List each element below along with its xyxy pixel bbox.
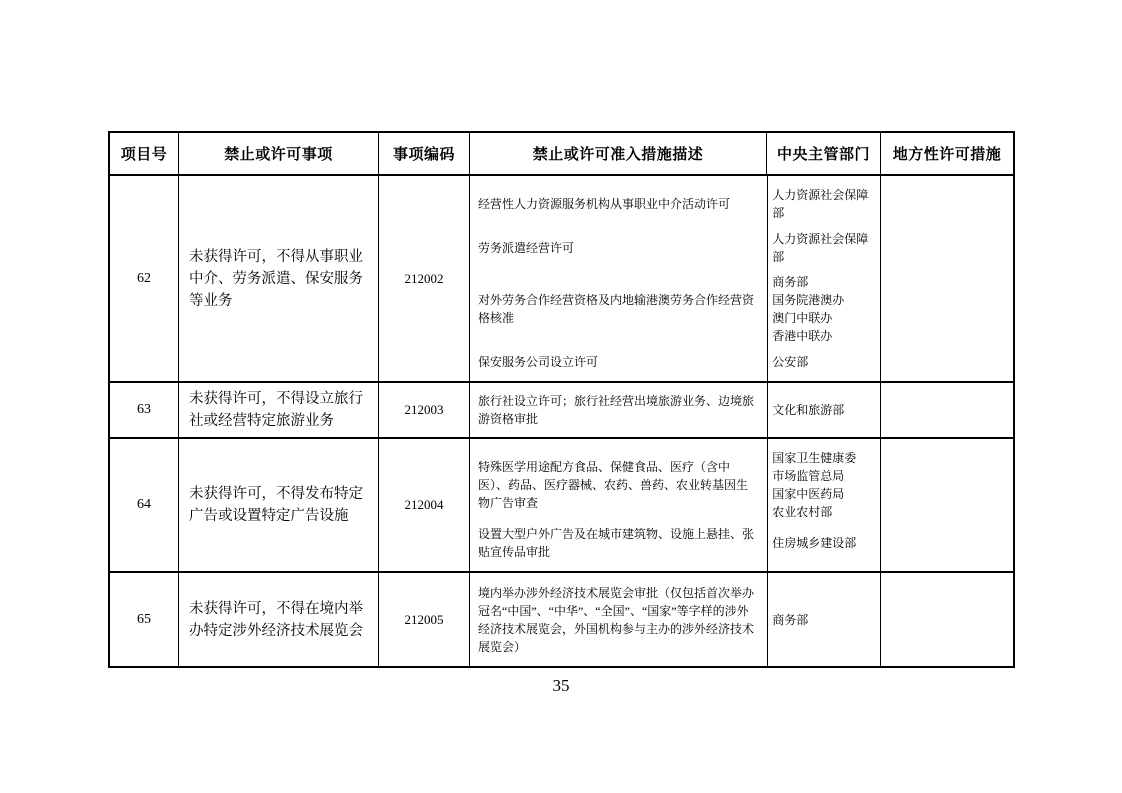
department-list	[766, 447, 880, 523]
project-number-cell	[110, 383, 179, 437]
item-cell	[179, 176, 379, 381]
item-code: 212002	[404, 270, 444, 286]
item-cell	[179, 573, 379, 666]
department-list	[766, 609, 880, 631]
local-measures-cell	[881, 573, 1013, 666]
department: 商务部	[772, 612, 809, 627]
table-row	[110, 176, 1013, 383]
header-local-measures: 地方性许可措施	[892, 147, 1002, 163]
measure-desc: 劳务派遣经营许可	[478, 240, 575, 255]
item-text: 未获得许可，不得设立旅行社或经营特定旅游业务	[189, 391, 363, 429]
measure-row	[470, 184, 880, 224]
project-number: 64	[137, 497, 151, 512]
department-list	[766, 351, 880, 373]
department: 住房城乡建设部	[772, 536, 857, 550]
measure-desc: 对外劳务合作经营资格及内地输港澳劳务合作经营资格核准	[478, 293, 755, 326]
table-row	[110, 439, 1013, 573]
table-header-row	[110, 133, 1013, 176]
measure-desc: 境内举办涉外经济技术展览会审批（仅包括首次举办冠名“中国”、“中华”、“全国”、“国家”等字样的涉外经济技术展览会，外国机构参与主办的涉外经济技术展览会）	[478, 585, 755, 654]
department-list	[766, 399, 880, 421]
project-number-cell	[110, 176, 179, 381]
page-number: 35	[552, 676, 570, 695]
measure-desc: 特殊医学用途配方食品、保健食品、医疗（含中医）、药品、医疗器械、农药、兽药、农业转基因生物广告审查	[478, 460, 749, 510]
measure-row	[470, 582, 880, 658]
department: 国家中医药局	[772, 487, 845, 501]
item-text: 未获得许可，不得在境内举办特定涉外经济技术展览会	[189, 600, 363, 639]
measure-desc: 旅行社设立许可；旅行社经营出境旅游业务、边境旅游资格审批	[478, 394, 755, 426]
measures-cell	[470, 176, 881, 381]
department: 公安部	[772, 354, 809, 369]
department: 文化和旅游部	[772, 403, 845, 417]
department: 人力资源社会保障部	[772, 188, 869, 220]
department-list	[766, 532, 880, 554]
local-measures-cell	[881, 176, 1013, 381]
item-text: 未获得许可，不得发布特定广告或设置特定广告设施	[189, 486, 363, 524]
header-item-code: 事项编码	[379, 133, 470, 174]
item-code: 212003	[404, 402, 444, 417]
department: 国务院港澳办	[772, 293, 845, 308]
column-divider	[767, 573, 768, 666]
measures-cell	[470, 439, 881, 571]
header-central-department: 中央主管部门	[767, 133, 881, 174]
measures-cell	[470, 573, 881, 666]
project-number-cell	[110, 439, 179, 571]
code-cell	[379, 383, 470, 437]
code-cell	[379, 176, 470, 381]
code-cell	[379, 439, 470, 571]
department: 农业农村部	[772, 505, 833, 519]
measure-row	[470, 447, 880, 523]
department-list	[766, 228, 880, 268]
measure-desc: 设置大型户外广告及在城市建筑物、设施上悬挂、张贴宣传品审批	[478, 527, 755, 559]
item-text: 未获得许可，不得从事职业中介、劳务派遣、保安服务等业务	[189, 248, 363, 309]
table-body	[110, 176, 1013, 666]
project-number-cell	[110, 573, 179, 666]
column-divider	[767, 439, 768, 571]
item-cell	[179, 383, 379, 437]
header-prohibited-item: 禁止或许可事项	[179, 133, 379, 174]
code-cell	[379, 573, 470, 666]
department-list	[766, 271, 880, 347]
department: 人力资源社会保障部	[772, 231, 869, 264]
table-row	[110, 573, 1013, 666]
project-number: 65	[137, 611, 151, 627]
measure-desc: 保安服务公司设立许可	[478, 354, 599, 369]
header-measure-description: 禁止或许可准入措施描述	[470, 133, 767, 174]
department: 商务部	[772, 275, 809, 290]
measure-row	[470, 271, 880, 347]
column-divider	[767, 176, 768, 381]
measure-row	[470, 228, 880, 268]
local-measures-cell	[881, 383, 1013, 437]
header-project-number: 项目号	[110, 133, 179, 174]
measure-row	[470, 523, 880, 563]
project-number: 62	[137, 270, 151, 286]
item-code: 212004	[404, 497, 444, 512]
item-cell	[179, 439, 379, 571]
project-number: 63	[137, 402, 151, 417]
permit-table	[108, 131, 1015, 668]
measures-cell	[470, 383, 881, 437]
measure-row	[470, 390, 880, 430]
measure-row	[470, 351, 880, 373]
department: 国家卫生健康委	[772, 451, 857, 465]
column-divider	[767, 383, 768, 437]
department: 香港中联办	[772, 329, 833, 344]
local-measures-cell	[881, 439, 1013, 571]
table-row	[110, 383, 1013, 439]
department: 澳门中联办	[772, 311, 833, 326]
item-code: 212005	[404, 611, 444, 627]
measure-desc: 经营性人力资源服务机构从事职业中介活动许可	[478, 197, 731, 211]
department-list	[766, 184, 880, 224]
department: 市场监管总局	[772, 469, 845, 483]
